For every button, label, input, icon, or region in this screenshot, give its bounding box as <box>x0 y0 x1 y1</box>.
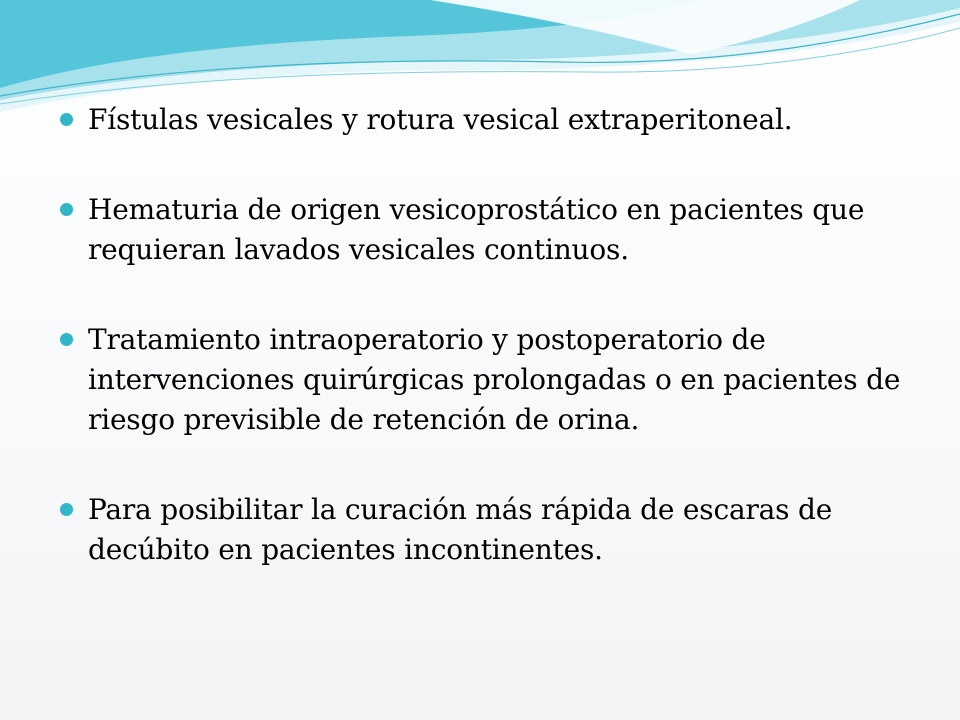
bullet-text: Tratamiento intraoperatorio y postoperatorio de intervenciones quirúrgicas prolongadas o en pacientes de riesgo previsible de retención de orina. <box>88 323 901 436</box>
bullet-dot-icon <box>60 333 73 346</box>
bullet-item <box>60 100 920 140</box>
bullet-text: Hematuria de origen vesicoprostático en pacientes que requieran lavados vesicales continuos. <box>88 193 865 266</box>
bullet-text: Fístulas vesicales y rotura vesical extraperitoneal. <box>88 103 793 136</box>
bullet-dot-icon <box>60 203 73 216</box>
bullet-dot-icon <box>60 113 73 126</box>
bullet-item <box>60 320 920 440</box>
bullet-text: Para posibilitar la curación más rápida de escaras de decúbito en pacientes incontinentes. <box>88 493 833 566</box>
bullet-item <box>60 190 920 270</box>
bullet-dot-icon <box>60 503 73 516</box>
bullet-list <box>60 100 920 570</box>
bullet-item <box>60 490 920 570</box>
